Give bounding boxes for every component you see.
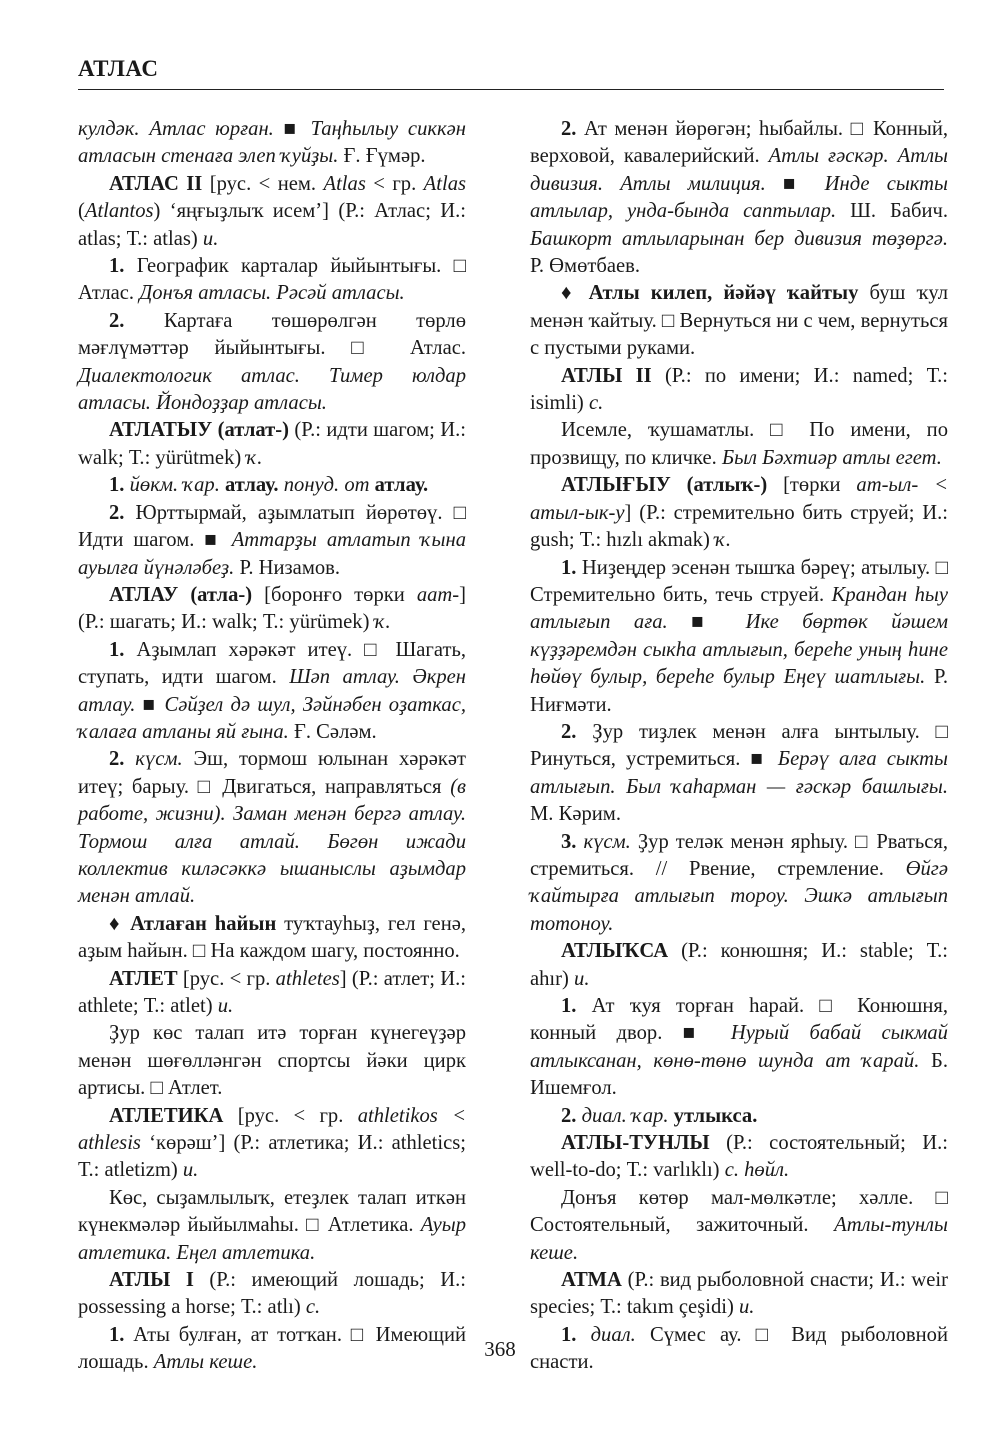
right-column <box>530 116 948 1377</box>
dictionary-paragraph <box>78 1185 466 1267</box>
body-text: Ҙур теләк менән ярһыу. □ Рваться, стремиться. // Рвение, стремление. <box>530 830 949 880</box>
body-text: [рус. < гр. <box>237 1104 358 1127</box>
headword-text: 1. <box>109 1323 134 1346</box>
headword-text: 2. <box>109 309 164 332</box>
body-text: Аҙымлап хәрәкәт итеү. □ Шагать, ступать, идти шагом. <box>78 638 467 689</box>
dictionary-paragraph <box>530 363 948 418</box>
italic-text: Өйгә ҡайтырға атлығып тороу. Эшкә атлығып тотоноу. <box>530 857 948 935</box>
italic-text: Сәйҙел дә шул, Зәйнәбен оҙаткас, ҡалаға атланы яй ғына. <box>78 693 467 743</box>
italic-text: кулдәк. Атлас юрған. <box>78 118 284 140</box>
dictionary-paragraph <box>530 719 948 829</box>
headword-text: 1. <box>109 474 130 497</box>
body-text: Ғ. Сәләм. <box>293 720 377 743</box>
body-text: ■ <box>691 611 746 634</box>
body-text: Донъя көтөр мал-мөлкәтле; хәлле. □ Состоятельный, зажиточный. <box>530 1186 948 1237</box>
body-text: Эш, тормош юлынан хәрәкәт итеү; барыу. □ Двигаться, направляться <box>78 748 467 798</box>
dictionary-paragraph <box>78 171 466 253</box>
dictionary-paragraph <box>78 116 466 171</box>
dictionary-paragraph <box>78 1267 466 1322</box>
body-text: ■ <box>682 1022 731 1045</box>
dictionary-paragraph <box>78 1020 466 1102</box>
italic-text: диал. ҡар. <box>581 1104 674 1127</box>
body-text: ] (Р.: шагать; И.: walk; Т.: yürümek) <box>78 583 466 634</box>
italic-text: Шәп атлау. Әкрен атлау. <box>78 666 466 716</box>
italic-text: Башкорт атлыларынан бер дивизия төҙөргә. <box>530 227 948 250</box>
headword-text: 1. <box>561 1323 591 1346</box>
italic-text: Atlas <box>423 172 467 195</box>
italic-text: Atlantos <box>84 200 154 223</box>
body-text: ) ‘яңғыҙлыҡ исем’] (Р.: Атлас; И.: atlas; Т.: atlas) <box>78 200 466 250</box>
body-text: Р. Өмөтбаев. <box>530 255 641 278</box>
body-text: [рус. < гр. <box>182 967 276 990</box>
dictionary-paragraph <box>78 253 466 308</box>
dictionary-paragraph <box>530 417 948 472</box>
headword-text: АТЛЫ II <box>561 364 665 387</box>
body-text: Картаға төшөрөлгән төрлө мәғлүмәттәр йыйынтығы. □ Атлас. <box>78 309 467 360</box>
headword-text: 2. <box>561 118 584 140</box>
dictionary-paragraph <box>78 966 466 1021</box>
italic-text: и. <box>738 1296 755 1319</box>
body-text: ( <box>78 200 85 223</box>
body-text: [төрки <box>783 474 857 497</box>
headword-text: 1. <box>561 995 592 1017</box>
italic-text: Донъя атласы. Рәсәй атласы. <box>139 282 405 305</box>
dictionary-paragraph <box>78 637 466 747</box>
headword-text: атлау. <box>374 474 429 497</box>
dictionary-paragraph <box>78 911 466 966</box>
body-text: (Р.: состоятельный; И.: well-to-do; Т.: varlıklı) <box>530 1132 949 1182</box>
italic-text: Атлы-тунлы кеше. <box>530 1214 948 1264</box>
headword-text: АТМА <box>561 1269 628 1292</box>
headword-text: 2. <box>561 1104 582 1127</box>
body-text: (Р.: имеющий лошадь; И.: possessing a horse; Т.: atlı) <box>78 1269 467 1319</box>
dictionary-paragraph <box>78 1103 466 1185</box>
dictionary-paragraph <box>78 308 466 418</box>
body-text: Ат ҡуя торған һарай. □ Конюшня, конный двор. <box>530 995 948 1045</box>
body-text: Ниҙеңдер эсенән тышҡа бәреү; атылыу. □ Стремительно бить, течь струей. <box>530 556 949 606</box>
italic-text: Был Бәхтиәр атлы егет. <box>721 446 942 469</box>
dictionary-paragraph <box>530 1130 948 1185</box>
dictionary-paragraph <box>530 938 948 993</box>
body-text: Аты булған, ат тотҡан. □ Имеющий лошадь. <box>78 1323 467 1374</box>
body-text: Р. Ниғмәти. <box>530 666 948 716</box>
italic-text: и. <box>217 995 234 1017</box>
italic-text: и. <box>202 227 219 250</box>
left-column <box>78 116 466 1377</box>
body-text: Б. Ишемғол. <box>530 1049 948 1100</box>
italic-text: и. <box>182 1159 199 1182</box>
italic-text: Ауыр атлетика. Еңел атлетика. <box>78 1214 466 1264</box>
italic-text: Атлы ғәскәр. Атлы дивизия. Атлы милиция. <box>530 145 948 195</box>
headword-text: АТЛЫҠСА <box>561 940 682 963</box>
dictionary-paragraph <box>530 1103 948 1130</box>
italic-text: йөкм. ҡар. <box>129 474 226 497</box>
headword-text: ♦ Атлы килеп, йәйәү ҡайтыу <box>561 282 870 305</box>
headword-text: атлау. <box>225 474 284 497</box>
italic-text: диал. <box>590 1323 650 1346</box>
body-text: (Р.: вид рыболовной снасти; И.: weir species; Т.: takım çeşidi) <box>530 1269 948 1319</box>
dictionary-paragraph <box>78 472 466 499</box>
body-text: ‘көрәш’] (Р.: атлетика; И.: athletics; Т.: atletizm) <box>78 1132 466 1182</box>
italic-text: Атлы кеше. <box>153 1351 258 1374</box>
body-text: [рус. < нем. <box>209 172 324 195</box>
body-text: ] (Р.: стремительно бить струей; И.: gush; Т.: hızlı akmak) <box>530 501 948 552</box>
italic-text: и. <box>574 967 590 990</box>
body-text: Ҙур тиҙлек менән алға ынтылыу. □ Ринуться, устремиться. <box>530 720 948 771</box>
italic-text: athletes <box>275 967 340 990</box>
page-number: 368 <box>484 1337 516 1361</box>
body-text: Исемле, ҡушаматлы. □ По имени, по прозвищу, по кличке. <box>530 419 948 469</box>
body-text: (Р.: по имени; И.: named; Т.: isimli) <box>530 364 948 415</box>
italic-text: аат- <box>416 583 460 606</box>
body-text: ■ <box>142 693 165 716</box>
headword-text: 1. <box>561 556 582 579</box>
headword-text: АТЛЕТ <box>109 967 183 990</box>
body-text: Р. Низамов. <box>239 556 341 579</box>
italic-text: Диалектологик атлас. Тимер юлдар атласы. Йондоҙҙар атласы. <box>78 364 466 415</box>
italic-text: Atlas <box>323 172 366 195</box>
dictionary-paragraph <box>78 417 466 472</box>
body-text: Ат менән йөрөгән; һыбайлы. □ Конный, верховой, кавалерийский. <box>530 118 948 168</box>
headword-text: АТЛЫҒЫУ (атлыҡ-) <box>561 474 784 497</box>
running-head: АТЛАС <box>78 56 159 81</box>
body-text: Ш. Бабич. <box>850 200 948 223</box>
dictionary-paragraph <box>78 746 466 910</box>
italic-text: понуд. от <box>283 474 375 497</box>
italic-text: с. <box>588 392 604 415</box>
body-text: [боронғо төрки <box>264 583 417 606</box>
body-text: ] (Р.: атлет; И.: athlete; Т.: atlet) <box>78 967 466 1017</box>
italic-text: Инде сыкты атлылар, унда-бында саптылар. <box>530 172 948 223</box>
dictionary-paragraph <box>530 116 948 280</box>
body-text: Ғ. Ғүмәр. <box>343 145 426 168</box>
italic-text: күсм. <box>583 830 638 853</box>
dictionary-paragraph <box>530 555 948 719</box>
body-text: туҡтауһыҙ, гел генә, аҙым һайын. □ На каждом шагу, постоянно. <box>78 912 466 963</box>
italic-text: с. һөйл. <box>724 1159 790 1182</box>
body-text: Көс, сыҙамлылыҡ, етеҙлек талап иткән күнекмәләр йыйылмаһы. □ Атлетика. <box>78 1186 466 1237</box>
headword-text: АТЛЕТИКА <box>109 1104 238 1127</box>
headword-text: 3. <box>561 830 584 853</box>
body-text: (Р.: идти шагом; И.: walk; Т.: yürütmek) <box>78 419 466 469</box>
header-rule <box>78 89 944 90</box>
headword-text: АТЛЫ I <box>109 1269 210 1292</box>
italic-text: Ике бөртөк йәшем күҙҙәремдән сыкһа атлығып, береһе уның һине һөйөү булыр, береһе булыр Еңеү шатлығы. <box>530 611 949 689</box>
body-text: ■ <box>204 529 232 552</box>
italic-text: Крандан һыу атлығып аға. <box>530 583 948 634</box>
dictionary-paragraph <box>530 280 948 362</box>
headword-text: 2. <box>109 501 136 524</box>
italic-text: ат-ыл- < атыл-ык-у <box>530 474 948 524</box>
dictionary-paragraph <box>530 1185 948 1267</box>
body-text: Географик карталар йыйынтығы. □ Атлас. <box>78 255 467 305</box>
body-text: ■ <box>283 118 311 140</box>
italic-text: күсм. <box>135 748 194 771</box>
body-text: < гр. <box>365 172 424 195</box>
headword-text: ♦ Атлаған һайын <box>109 912 285 935</box>
dictionary-paragraph <box>530 993 948 1103</box>
italic-text: Таңһылыу сиккән атласын стенаға элеп ҡуйҙы. <box>78 118 466 168</box>
body-text: ■ <box>750 748 778 771</box>
headword-text: 1. <box>109 638 137 661</box>
italic-text: Аттарҙы атлатып ҡына ауылға йүнәләбеҙ. <box>78 529 466 579</box>
body-text: Сүмес ау. □ Вид рыболовной снасти. <box>530 1323 948 1374</box>
headword-text: утлыкса. <box>673 1104 758 1127</box>
headword-text: АТЛАТЫУ (атлат-) <box>109 419 295 442</box>
italic-text: ҡ. <box>714 529 731 552</box>
italic-text: athletikos < athlesis <box>78 1104 467 1155</box>
dictionary-paragraph <box>78 582 466 637</box>
dictionary-paragraph <box>530 829 948 939</box>
body-text: буш ҡул менән ҡайтыу. □ Вернуться ни с чем, вернуться с пустыми руками. <box>530 282 948 360</box>
dictionary-paragraph <box>530 472 948 554</box>
body-text: Юрттырмай, аҙымлатып йөрөтөү. □ Идти шагом. <box>78 501 467 552</box>
headword-text: 2. <box>561 720 593 743</box>
headword-text: АТЛАУ (атла-) <box>109 583 265 606</box>
headword-text: АТЛЫ-ТУНЛЫ <box>561 1132 727 1155</box>
dictionary-paragraph <box>78 500 466 582</box>
dictionary-paragraph <box>530 1267 948 1322</box>
italic-text: Берәү алға сыкты атлығып. Был ҡаһарман — ғәскәр башлығы. <box>530 748 948 798</box>
italic-text: ҡ. <box>246 446 263 469</box>
body-text: (Р.: конюшня; И.: stable; Т.: ahır) <box>530 940 948 990</box>
body-text: Ҙур көс талап итә торған күнегеүҙәр менән шөғөлләнгән спортсы йәки цирк артисы. □ Атлет. <box>78 1022 466 1100</box>
italic-text: Нурый бабай сыкмай атлыксанан, көнө-төнө шунда ат ҡарай. <box>530 1022 948 1072</box>
italic-text: (в работе, жизни). Заман менән бергә атлау. Тормош алға атлай. Бөгөн ижади коллектив киләсәккә ышанысл‍ы аҙымдар менән атлай. <box>78 775 466 908</box>
body-text: ■ <box>782 172 825 195</box>
headword-text: АТЛАС II <box>109 172 210 195</box>
body-text: М. Кәрим. <box>530 803 621 826</box>
italic-text: с. <box>305 1296 321 1319</box>
headword-text: 1. <box>109 255 137 278</box>
headword-text: 2. <box>109 748 136 771</box>
italic-text: ҡ. <box>374 611 391 634</box>
